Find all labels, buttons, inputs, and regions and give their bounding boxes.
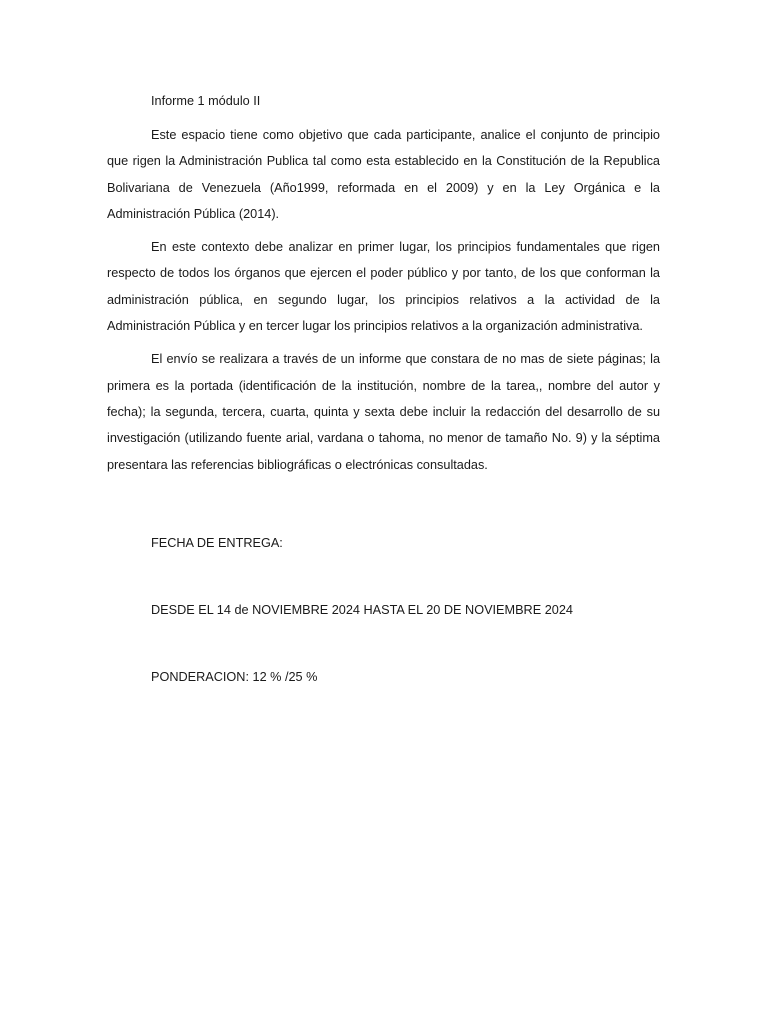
weighting: PONDERACION: 12 % /25 % xyxy=(151,669,318,684)
paragraph-submission: El envío se realizara a través de un informe que constara de no mas de siete páginas; la primera es la portada (identificación de la institución, nombre de la tarea,, nombre del autor y fecha); la segunda, tercera, cuarta, quinta y sexta debe incluir la redacción del desarrollo de su investigación (utilizando fuente arial, vardana o tahoma, no menor de tamaño No. 9) y la séptima presentara las referencias bibliográficas o electrónicas consultadas. xyxy=(107,352,660,472)
due-date-range: DESDE EL 14 de NOVIEMBRE 2024 HASTA EL 20 DE NOVIEMBRE 2024 xyxy=(151,602,573,617)
due-date-label: FECHA DE ENTREGA: xyxy=(151,535,283,550)
document-title: Informe 1 módulo II xyxy=(151,94,261,108)
paragraph-context: En este contexto debe analizar en primer lugar, los principios fundamentales que rigen respecto de todos los órganos que ejercen el poder público y por tanto, de los que conforman la administración pública, en segundo lugar, los principios relativos a la actividad de la Administración Pública y en tercer lugar los principios relativos a la organización administrativa. xyxy=(107,240,660,334)
paragraph-objective: Este espacio tiene como objetivo que cada participante, analice el conjunto de principio que rigen la Administración Publica tal como esta establecido en la Constitución de la Republica Bolivariana de Venezuela (Año1999, reformada en el 2009) y en la Ley Orgánica e la Administración Pública (2014). xyxy=(107,128,660,221)
document-body xyxy=(107,88,660,690)
